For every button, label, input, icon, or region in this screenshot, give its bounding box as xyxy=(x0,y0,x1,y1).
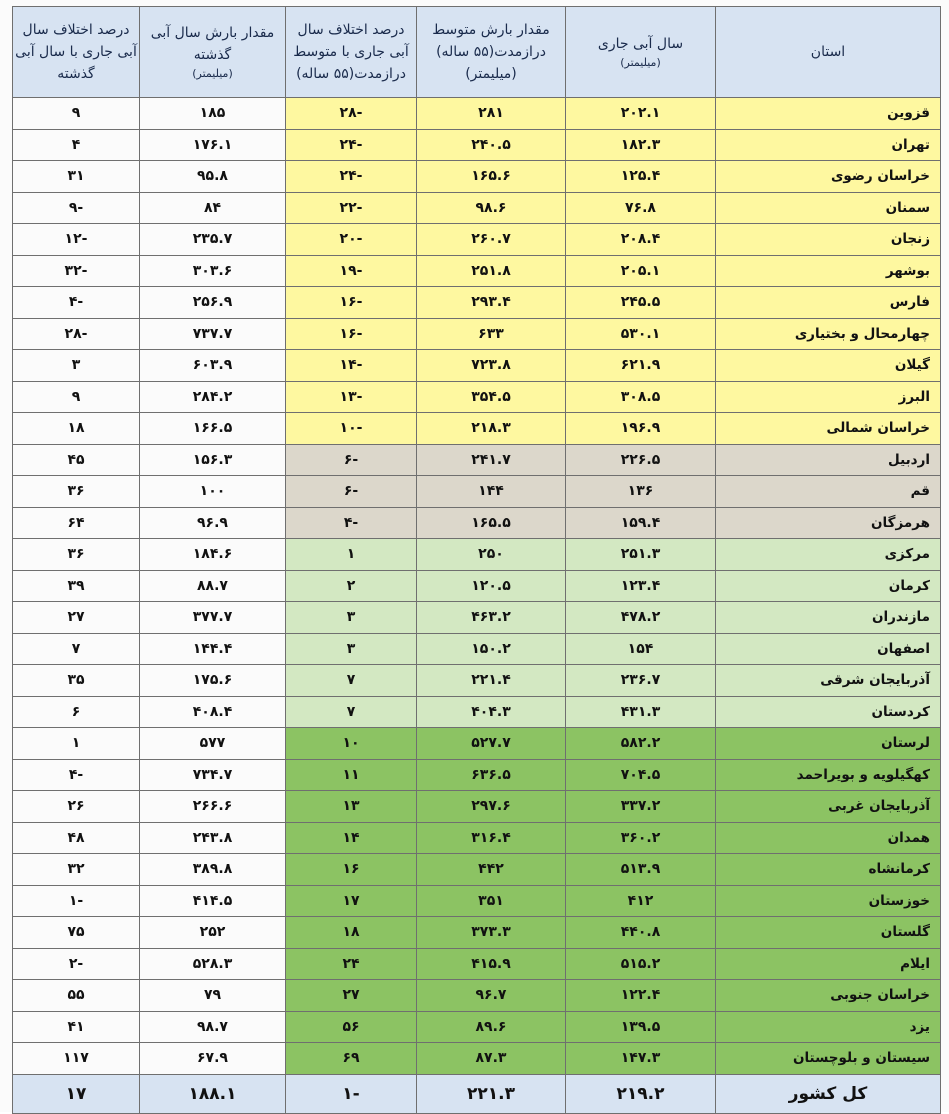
cell-prev: ۱۸۵ xyxy=(140,98,286,130)
cell-pprev: ۲۷ xyxy=(13,602,140,634)
cell-avg: ۱۵۰.۲ xyxy=(417,633,566,665)
cell-pavg: -۶ xyxy=(286,444,417,476)
table-row xyxy=(13,980,941,1012)
table-row xyxy=(13,917,941,949)
cell-avg: ۸۹.۶ xyxy=(417,1011,566,1043)
table-row xyxy=(13,696,941,728)
cell-prov: مرکزی xyxy=(716,539,941,571)
header-pavg-label: درصد اختلاف سال آبی جاری با متوسط درازمدت(۵۵ ساله) xyxy=(293,22,409,82)
cell-prov: گلستان xyxy=(716,917,941,949)
cell-cur: ۲۲۶.۵ xyxy=(566,444,716,476)
cell-cur: ۱۳۹.۵ xyxy=(566,1011,716,1043)
table-row xyxy=(13,854,941,886)
table-row xyxy=(13,224,941,256)
cell-cur: ۵۸۲.۲ xyxy=(566,728,716,760)
cell-avg: ۴۱۵.۹ xyxy=(417,948,566,980)
cell-prev: ۲۳۵.۷ xyxy=(140,224,286,256)
cell-avg: ۲۹۷.۶ xyxy=(417,791,566,823)
cell-avg: ۲۹۳.۴ xyxy=(417,287,566,319)
cell-cur: ۳۰۸.۵ xyxy=(566,381,716,413)
cell-prov: خراسان جنوبی xyxy=(716,980,941,1012)
cell-cur: ۵۱۵.۲ xyxy=(566,948,716,980)
table-row xyxy=(13,444,941,476)
cell-cur: ۷۰۴.۵ xyxy=(566,759,716,791)
table-row xyxy=(13,287,941,319)
header-cur-unit: (میلیمتر) xyxy=(620,56,661,69)
header-pprev xyxy=(13,7,140,98)
cell-cur: ۱۲۵.۴ xyxy=(566,161,716,193)
cell-pprev: -۴ xyxy=(13,287,140,319)
cell-prov: سیستان و بلوچستان xyxy=(716,1043,941,1075)
cell-pprev: ۱۱۷ xyxy=(13,1043,140,1075)
cell-cur: ۱۸۲.۳ xyxy=(566,129,716,161)
table-row xyxy=(13,948,941,980)
cell-pprev: ۳۱ xyxy=(13,161,140,193)
cell-cur: ۱۵۹.۴ xyxy=(566,507,716,539)
cell-cur: ۳۶۰.۲ xyxy=(566,822,716,854)
cell-pavg: -۲۲ xyxy=(286,192,417,224)
header-cur xyxy=(566,7,716,98)
cell-prev: ۵۷۷ xyxy=(140,728,286,760)
cell-pavg: ۱۶ xyxy=(286,854,417,886)
cell-prev: ۹۶.۹ xyxy=(140,507,286,539)
cell-pavg: ۲۴ xyxy=(286,948,417,980)
cell-avg: ۵۲۷.۷ xyxy=(417,728,566,760)
cell-pavg: ۲ xyxy=(286,570,417,602)
table-header xyxy=(13,7,941,98)
cell-avg: ۴۴۲ xyxy=(417,854,566,886)
table-row xyxy=(13,318,941,350)
cell-avg: ۲۴۰.۵ xyxy=(417,129,566,161)
cell-prov: کردستان xyxy=(716,696,941,728)
total-prov: کل کشور xyxy=(716,1074,941,1113)
total-pprev: ۱۷ xyxy=(13,1074,140,1113)
cell-pprev: ۴۱ xyxy=(13,1011,140,1043)
cell-pprev: -۱ xyxy=(13,885,140,917)
cell-prev: ۱۸۴.۶ xyxy=(140,539,286,571)
cell-avg: ۶۳۳ xyxy=(417,318,566,350)
cell-pavg: -۱۴ xyxy=(286,350,417,382)
cell-cur: ۱۳۶ xyxy=(566,476,716,508)
cell-prev: ۱۴۴.۴ xyxy=(140,633,286,665)
table-row xyxy=(13,759,941,791)
total-cur: ۲۱۹.۲ xyxy=(566,1074,716,1113)
cell-pprev: -۹ xyxy=(13,192,140,224)
cell-cur: ۳۳۷.۲ xyxy=(566,791,716,823)
cell-pavg: ۱۰ xyxy=(286,728,417,760)
cell-avg: ۳۱۶.۴ xyxy=(417,822,566,854)
cell-pavg: ۶۹ xyxy=(286,1043,417,1075)
cell-pprev: ۴۵ xyxy=(13,444,140,476)
cell-avg: ۴۶۳.۲ xyxy=(417,602,566,634)
table-row xyxy=(13,98,941,130)
cell-pavg: -۴ xyxy=(286,507,417,539)
cell-cur: ۲۰۸.۴ xyxy=(566,224,716,256)
cell-avg: ۳۵۴.۵ xyxy=(417,381,566,413)
cell-prov: اردبیل xyxy=(716,444,941,476)
cell-prov: اصفهان xyxy=(716,633,941,665)
cell-prov: سمنان xyxy=(716,192,941,224)
cell-prov: همدان xyxy=(716,822,941,854)
cell-pprev: ۳۵ xyxy=(13,665,140,697)
cell-avg: ۲۱۸.۳ xyxy=(417,413,566,445)
cell-prov: گیلان xyxy=(716,350,941,382)
cell-pprev: ۷ xyxy=(13,633,140,665)
cell-pprev: -۲ xyxy=(13,948,140,980)
cell-prev: ۷۳۴.۷ xyxy=(140,759,286,791)
cell-prev: ۴۰۸.۴ xyxy=(140,696,286,728)
cell-pavg: ۱۷ xyxy=(286,885,417,917)
cell-pavg: -۱۳ xyxy=(286,381,417,413)
cell-prev: ۸۸.۷ xyxy=(140,570,286,602)
total-pavg: -۱ xyxy=(286,1074,417,1113)
cell-pprev: ۳۹ xyxy=(13,570,140,602)
cell-prev: ۸۴ xyxy=(140,192,286,224)
cell-prov: آذربایجان غربی xyxy=(716,791,941,823)
header-pavg xyxy=(286,7,417,98)
cell-pavg: ۱۱ xyxy=(286,759,417,791)
cell-pprev: ۹ xyxy=(13,98,140,130)
cell-pavg: -۶ xyxy=(286,476,417,508)
cell-avg: ۴۰۴.۳ xyxy=(417,696,566,728)
cell-prov: مازندران xyxy=(716,602,941,634)
table-row xyxy=(13,539,941,571)
cell-prov: تهران xyxy=(716,129,941,161)
cell-avg: ۱۶۵.۵ xyxy=(417,507,566,539)
cell-pprev: ۷۵ xyxy=(13,917,140,949)
cell-cur: ۱۲۲.۴ xyxy=(566,980,716,1012)
cell-pprev: ۶ xyxy=(13,696,140,728)
cell-pprev: ۱۸ xyxy=(13,413,140,445)
cell-prov: کهگیلویه و بویراحمد xyxy=(716,759,941,791)
cell-cur: ۱۲۳.۴ xyxy=(566,570,716,602)
cell-avg: ۶۳۶.۵ xyxy=(417,759,566,791)
cell-pavg: ۳ xyxy=(286,602,417,634)
cell-pavg: -۱۰ xyxy=(286,413,417,445)
cell-prev: ۲۵۲ xyxy=(140,917,286,949)
table-row xyxy=(13,381,941,413)
cell-avg: ۸۷.۳ xyxy=(417,1043,566,1075)
cell-cur: ۴۳۱.۳ xyxy=(566,696,716,728)
cell-cur: ۴۴۰.۸ xyxy=(566,917,716,949)
cell-cur: ۵۳۰.۱ xyxy=(566,318,716,350)
cell-prev: ۱۰۰ xyxy=(140,476,286,508)
table-row xyxy=(13,602,941,634)
cell-avg: ۲۲۱.۴ xyxy=(417,665,566,697)
total-prev: ۱۸۸.۱ xyxy=(140,1074,286,1113)
rainfall-table xyxy=(12,6,941,1114)
cell-avg: ۳۵۱ xyxy=(417,885,566,917)
cell-prov: آذربایجان شرقی xyxy=(716,665,941,697)
header-pprev-label: درصد اختلاف سال آبی جاری با سال آبی گذشته xyxy=(15,22,137,82)
cell-prev: ۳۸۹.۸ xyxy=(140,854,286,886)
cell-avg: ۱۲۰.۵ xyxy=(417,570,566,602)
cell-prov: قزوین xyxy=(716,98,941,130)
cell-prov: کرمان xyxy=(716,570,941,602)
table-row xyxy=(13,885,941,917)
total-avg: ۲۲۱.۳ xyxy=(417,1074,566,1113)
table-row xyxy=(13,791,941,823)
header-prev xyxy=(140,7,286,98)
cell-prov: چهارمحال و بختیاری xyxy=(716,318,941,350)
cell-pavg: -۲۴ xyxy=(286,161,417,193)
cell-cur: ۱۴۷.۳ xyxy=(566,1043,716,1075)
total-row xyxy=(13,1074,941,1113)
cell-prev: ۹۸.۷ xyxy=(140,1011,286,1043)
table-body xyxy=(13,98,941,1114)
table-row xyxy=(13,728,941,760)
table-row xyxy=(13,350,941,382)
table-row xyxy=(13,476,941,508)
cell-pprev: ۱ xyxy=(13,728,140,760)
cell-prev: ۲۵۶.۹ xyxy=(140,287,286,319)
header-prov-label: استان xyxy=(810,44,846,60)
cell-prev: ۱۷۶.۱ xyxy=(140,129,286,161)
cell-prev: ۷۳۷.۷ xyxy=(140,318,286,350)
header-prev-unit: (میلیمتر) xyxy=(192,67,233,80)
header-prev-label: مقدار بارش سال آبی گذشته xyxy=(150,25,275,63)
cell-pavg: -۲۰ xyxy=(286,224,417,256)
cell-pavg: -۱۶ xyxy=(286,318,417,350)
cell-pprev: -۳۲ xyxy=(13,255,140,287)
cell-prev: ۱۵۶.۳ xyxy=(140,444,286,476)
cell-pprev: ۴۸ xyxy=(13,822,140,854)
cell-avg: ۹۶.۷ xyxy=(417,980,566,1012)
header-prov xyxy=(716,7,941,98)
cell-cur: ۴۷۸.۲ xyxy=(566,602,716,634)
table-row xyxy=(13,822,941,854)
header-avg xyxy=(417,7,566,98)
table-row xyxy=(13,413,941,445)
cell-prev: ۹۵.۸ xyxy=(140,161,286,193)
cell-prev: ۲۶۶.۶ xyxy=(140,791,286,823)
cell-pprev: ۳۶ xyxy=(13,539,140,571)
cell-avg: ۲۵۱.۸ xyxy=(417,255,566,287)
cell-prov: بوشهر xyxy=(716,255,941,287)
cell-cur: ۲۵۱.۳ xyxy=(566,539,716,571)
cell-pavg: ۱۳ xyxy=(286,791,417,823)
cell-prov: خوزستان xyxy=(716,885,941,917)
cell-avg: ۲۶۰.۷ xyxy=(417,224,566,256)
cell-avg: ۳۷۳.۳ xyxy=(417,917,566,949)
table-row xyxy=(13,255,941,287)
cell-prev: ۳۷۷.۷ xyxy=(140,602,286,634)
header-row xyxy=(13,7,941,98)
cell-pavg: ۳ xyxy=(286,633,417,665)
cell-pprev: ۹ xyxy=(13,381,140,413)
cell-prev: ۴۱۴.۵ xyxy=(140,885,286,917)
header-cur-label: سال آبی جاری xyxy=(597,36,684,52)
cell-avg: ۲۸۱ xyxy=(417,98,566,130)
cell-pavg: -۲۴ xyxy=(286,129,417,161)
cell-pavg: ۵۶ xyxy=(286,1011,417,1043)
table-row xyxy=(13,192,941,224)
cell-cur: ۷۶.۸ xyxy=(566,192,716,224)
cell-prov: قم xyxy=(716,476,941,508)
table-row xyxy=(13,1011,941,1043)
cell-pprev: ۳ xyxy=(13,350,140,382)
cell-pavg: -۱۶ xyxy=(286,287,417,319)
cell-prov: یزد xyxy=(716,1011,941,1043)
cell-pprev: -۲۸ xyxy=(13,318,140,350)
cell-prov: هرمزگان xyxy=(716,507,941,539)
cell-cur: ۲۰۲.۱ xyxy=(566,98,716,130)
cell-prov: البرز xyxy=(716,381,941,413)
cell-pavg: -۱۹ xyxy=(286,255,417,287)
cell-avg: ۷۲۳.۸ xyxy=(417,350,566,382)
table-row xyxy=(13,570,941,602)
table-row xyxy=(13,161,941,193)
table-row xyxy=(13,129,941,161)
cell-pavg: ۱۸ xyxy=(286,917,417,949)
cell-cur: ۲۰۵.۱ xyxy=(566,255,716,287)
cell-pavg: ۱ xyxy=(286,539,417,571)
cell-avg: ۱۶۵.۶ xyxy=(417,161,566,193)
cell-prov: ایلام xyxy=(716,948,941,980)
cell-pavg: ۷ xyxy=(286,665,417,697)
cell-pprev: ۶۴ xyxy=(13,507,140,539)
table-row xyxy=(13,1043,941,1075)
cell-pprev: ۴ xyxy=(13,129,140,161)
cell-prov: کرمانشاه xyxy=(716,854,941,886)
cell-pavg: ۲۷ xyxy=(286,980,417,1012)
cell-prev: ۲۴۳.۸ xyxy=(140,822,286,854)
cell-cur: ۶۲۱.۹ xyxy=(566,350,716,382)
cell-pavg: ۱۴ xyxy=(286,822,417,854)
cell-cur: ۱۵۴ xyxy=(566,633,716,665)
cell-cur: ۱۹۶.۹ xyxy=(566,413,716,445)
cell-pprev: ۳۶ xyxy=(13,476,140,508)
cell-pprev: ۲۶ xyxy=(13,791,140,823)
cell-prov: فارس xyxy=(716,287,941,319)
cell-prov: خراسان رضوی xyxy=(716,161,941,193)
cell-prev: ۳۰۳.۶ xyxy=(140,255,286,287)
cell-pavg: -۲۸ xyxy=(286,98,417,130)
cell-avg: ۹۸.۶ xyxy=(417,192,566,224)
cell-pprev: -۴ xyxy=(13,759,140,791)
cell-pprev: ۵۵ xyxy=(13,980,140,1012)
cell-prev: ۵۲۸.۳ xyxy=(140,948,286,980)
cell-avg: ۱۴۴ xyxy=(417,476,566,508)
cell-prov: زنجان xyxy=(716,224,941,256)
cell-cur: ۲۳۶.۷ xyxy=(566,665,716,697)
cell-prev: ۱۷۵.۶ xyxy=(140,665,286,697)
cell-avg: ۲۴۱.۷ xyxy=(417,444,566,476)
table-row xyxy=(13,665,941,697)
cell-prev: ۲۸۴.۲ xyxy=(140,381,286,413)
cell-pprev: ۳۲ xyxy=(13,854,140,886)
cell-pprev: -۱۲ xyxy=(13,224,140,256)
header-avg-label: مقدار بارش متوسط درازمدت(۵۵ ساله) (میلیمتر) xyxy=(432,22,550,82)
cell-prev: ۶۰۳.۹ xyxy=(140,350,286,382)
cell-pavg: ۷ xyxy=(286,696,417,728)
cell-cur: ۲۴۵.۵ xyxy=(566,287,716,319)
cell-prov: خراسان شمالی xyxy=(716,413,941,445)
cell-avg: ۲۵۰ xyxy=(417,539,566,571)
cell-cur: ۴۱۲ xyxy=(566,885,716,917)
cell-prev: ۷۹ xyxy=(140,980,286,1012)
table-row xyxy=(13,633,941,665)
cell-cur: ۵۱۳.۹ xyxy=(566,854,716,886)
table-row xyxy=(13,507,941,539)
cell-prev: ۶۷.۹ xyxy=(140,1043,286,1075)
cell-prev: ۱۶۶.۵ xyxy=(140,413,286,445)
cell-prov: لرستان xyxy=(716,728,941,760)
